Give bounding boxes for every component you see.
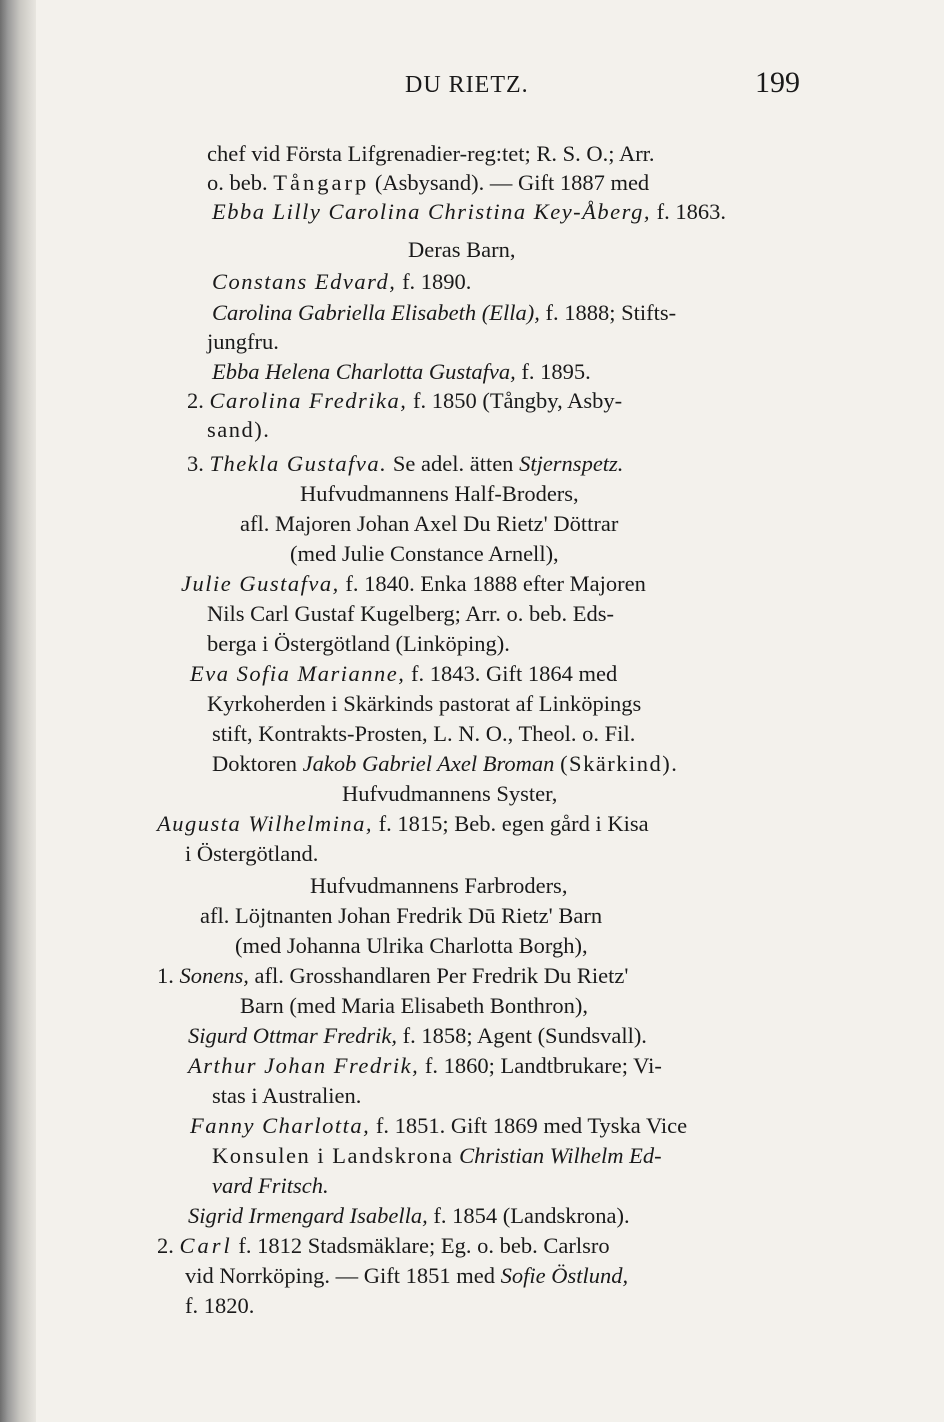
text-line-32: stas i Australien. xyxy=(212,1083,362,1108)
text-line-26: afl. Löjtnanten Johan Fredrik Dū Rietz' Barn xyxy=(200,903,603,928)
book-binding-edge xyxy=(0,0,36,1422)
text-line-35: vard Fritsch. xyxy=(212,1173,329,1198)
text-line-20: stift, Kontrakts-Prosten, L. N. O., Theol. o. Fil. xyxy=(212,721,636,746)
text-line-8: Ebba Helena Charlotta Gustafva, f. 1895. xyxy=(212,359,591,384)
page-number: 199 xyxy=(755,66,800,99)
text-line-30: Sigurd Ottmar Fredrik, f. 1858; Agent (Sundsvall). xyxy=(188,1023,647,1048)
text-line-39: f. 1820. xyxy=(185,1293,255,1318)
running-head: DU RIETZ. xyxy=(405,72,529,98)
text-line-33: Fanny Charlotta, f. 1851. Gift 1869 med Tyska Vice xyxy=(190,1113,688,1138)
text-line-19: Kyrkoherden i Skärkinds pastorat af Linköpings xyxy=(207,691,642,716)
text-line-10: sand). xyxy=(207,417,271,442)
text-line-31: Arthur Johan Fredrik, f. 1860; Landtbrukare; Vi- xyxy=(188,1053,662,1078)
text-line-1: chef vid Första Lifgrenadier-reg:tet; R. S. O.; Arr. xyxy=(207,141,655,166)
section-heading-syster: Hufvudmannens Syster, xyxy=(342,781,558,806)
text-line-5: Constans Edvard, f. 1890. xyxy=(212,269,472,294)
text-line-28: 1. Sonens, afl. Grosshandlaren Per Fredrik Du Rietz' xyxy=(157,963,629,988)
text-line-7: jungfru. xyxy=(207,329,279,354)
text-line-34: Konsulen i Landskrona Christian Wilhelm Ed- xyxy=(212,1143,662,1168)
text-line-9: 2. Carolina Fredrika, f. 1850 (Tångby, Asby- xyxy=(187,388,623,413)
section-heading-half-broders: Hufvudmannens Half-Broders, xyxy=(300,481,579,506)
text-line-13: afl. Majoren Johan Axel Du Rietz' Döttrar xyxy=(240,511,619,536)
text-line-14: (med Julie Constance Arnell), xyxy=(290,541,559,566)
text-line-27: (med Johanna Ulrika Charlotta Borgh), xyxy=(235,933,588,958)
text-line-2: o. beb. Tångarp (Asbysand). — Gift 1887 med xyxy=(207,170,650,195)
text-line-37: 2. Carl f. 1812 Stadsmäklare; Eg. o. beb. Carlsro xyxy=(157,1233,610,1258)
section-heading-farbroders: Hufvudmannens Farbroders, xyxy=(310,873,568,898)
text-line-3: Ebba Lilly Carolina Christina Key-Åberg, f. 1863. xyxy=(212,199,726,224)
text-line-29: Barn (med Maria Elisabeth Bonthron), xyxy=(240,993,589,1018)
text-line-11: 3. Thekla Gustafva. Se adel. ätten Stjernspetz. xyxy=(187,451,624,476)
text-line-24: i Östergötland. xyxy=(185,841,319,866)
text-line-21: Doktoren Jakob Gabriel Axel Broman (Skärkind). xyxy=(212,751,679,776)
text-line-38: vid Norrköping. — Gift 1851 med Sofie Östlund, xyxy=(185,1263,629,1288)
text-line-23: Augusta Wilhelmina, f. 1815; Beb. egen gård i Kisa xyxy=(157,811,649,836)
section-heading-deras-barn: Deras Barn, xyxy=(408,237,516,262)
text-line-18: Eva Sofia Marianne, f. 1843. Gift 1864 med xyxy=(190,661,618,686)
text-line-6: Carolina Gabriella Elisabeth (Ella), f. 1888; Stifts- xyxy=(212,300,677,325)
text-line-36: Sigrid Irmengard Isabella, f. 1854 (Landskrona). xyxy=(188,1203,630,1228)
text-line-16: Nils Carl Gustaf Kugelberg; Arr. o. beb. Eds- xyxy=(207,601,615,626)
text-line-15: Julie Gustafva, f. 1840. Enka 1888 efter Majoren xyxy=(181,571,646,596)
text-line-17: berga i Östergötland (Linköping). xyxy=(207,631,510,656)
